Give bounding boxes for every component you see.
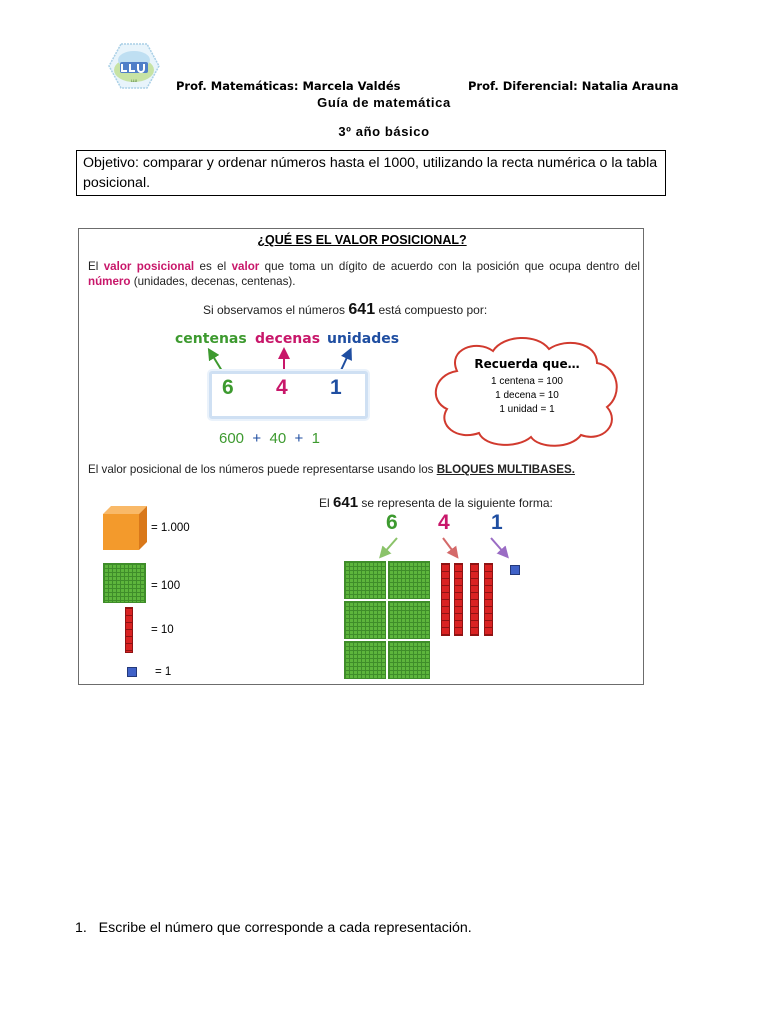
observe-number: 641 <box>348 301 376 318</box>
rep-ten-rod <box>470 563 479 636</box>
unit-cube <box>127 667 137 677</box>
intro-bold: valor <box>231 260 260 273</box>
plus-sign: + <box>294 430 304 447</box>
rep-unit-cube <box>510 565 520 575</box>
objective-box <box>76 150 666 196</box>
blocks-sentence <box>88 463 575 476</box>
digit-hundreds: 6 <box>222 376 234 399</box>
reminder-line: 1 unidad = 1 <box>499 404 555 415</box>
blocks-bold: BLOQUES MULTIBASES. <box>436 463 575 476</box>
objective-text: Objetivo: comparar y ordenar números hasta el 1000, utilizando la recta numérica o la tabla posicional. <box>83 155 658 191</box>
legend-one: = 1 <box>155 666 172 678</box>
expansion-units: 1 <box>311 430 320 447</box>
rep-hundred-flat <box>344 601 386 639</box>
teacher-differential: Prof. Diferencial: Natalia Arauna <box>468 79 679 93</box>
digit-units: 1 <box>330 376 342 399</box>
school-logo <box>108 42 160 90</box>
svg-text:LLU: LLU <box>130 79 138 83</box>
represent-number: 641 <box>333 494 359 511</box>
rep-hundred-flat <box>344 561 386 599</box>
rep-hundred-flat <box>388 561 430 599</box>
intro-part: que toma un dígito de acuerdo con la posición que ocupa dentro del <box>259 260 641 273</box>
label-tens: decenas <box>255 331 321 347</box>
question-text: Escribe el número que corresponde a cada representación. <box>98 920 472 936</box>
reminder-line: 1 centena = 100 <box>490 376 563 387</box>
plus-sign: + <box>252 430 262 447</box>
observe-text: Si observamos el números <box>203 303 346 317</box>
legend-thousand: = 1.000 <box>151 522 190 534</box>
intro-part: El <box>88 260 104 273</box>
reminder-title: Recuerda que… <box>474 357 580 371</box>
question-1 <box>75 920 472 936</box>
grade-label: 3º año básico <box>338 124 430 139</box>
hundred-flat <box>103 563 146 603</box>
expansion-line <box>219 430 320 447</box>
rep-hundred-flat <box>388 641 430 679</box>
represent-line <box>319 494 553 511</box>
rep-hundred-flat <box>388 601 430 639</box>
expansion-tens: 40 <box>269 430 287 447</box>
rep-digit-units: 1 <box>491 511 503 534</box>
intro-part: es el <box>194 260 232 273</box>
rep-ten-rod <box>454 563 463 636</box>
rep-ten-rod <box>484 563 493 636</box>
blocks-text: El valor posicional de los números puede representarse usando los <box>88 463 434 476</box>
legend-ten: = 10 <box>151 624 174 636</box>
represent-prefix: El <box>319 496 330 510</box>
teacher-math: Prof. Matemáticas: Marcela Valdés <box>176 79 401 93</box>
intro-bold: número <box>88 275 131 288</box>
ten-rod <box>125 607 133 653</box>
represent-arrows <box>369 534 529 564</box>
reminder-line: 1 decena = 10 <box>495 390 559 401</box>
guide-title: Guía de matemática <box>317 95 451 110</box>
expansion-hundreds: 600 <box>219 430 245 447</box>
represent-suffix: se representa de la siguiente forma: <box>361 496 553 510</box>
legend-hundred: = 100 <box>151 580 181 592</box>
label-units: unidades <box>327 331 400 347</box>
rep-digit-tens: 4 <box>438 511 450 534</box>
label-hundreds: centenas <box>175 331 247 347</box>
place-value-panel <box>78 228 644 685</box>
thousand-cube <box>103 506 149 552</box>
rep-digit-hundreds: 6 <box>386 511 398 534</box>
intro-bold: valor posicional <box>103 260 195 273</box>
rep-hundred-flat <box>344 641 386 679</box>
digit-tens: 4 <box>276 376 288 399</box>
rep-ten-rod <box>441 563 450 636</box>
observe-suffix: está compuesto por: <box>378 303 488 317</box>
intro-part: (unidades, decenas, centenas). <box>130 275 296 288</box>
question-number: 1. <box>75 920 87 936</box>
panel-heading: ¿QUÉ ES EL VALOR POSICIONAL? <box>257 233 467 247</box>
